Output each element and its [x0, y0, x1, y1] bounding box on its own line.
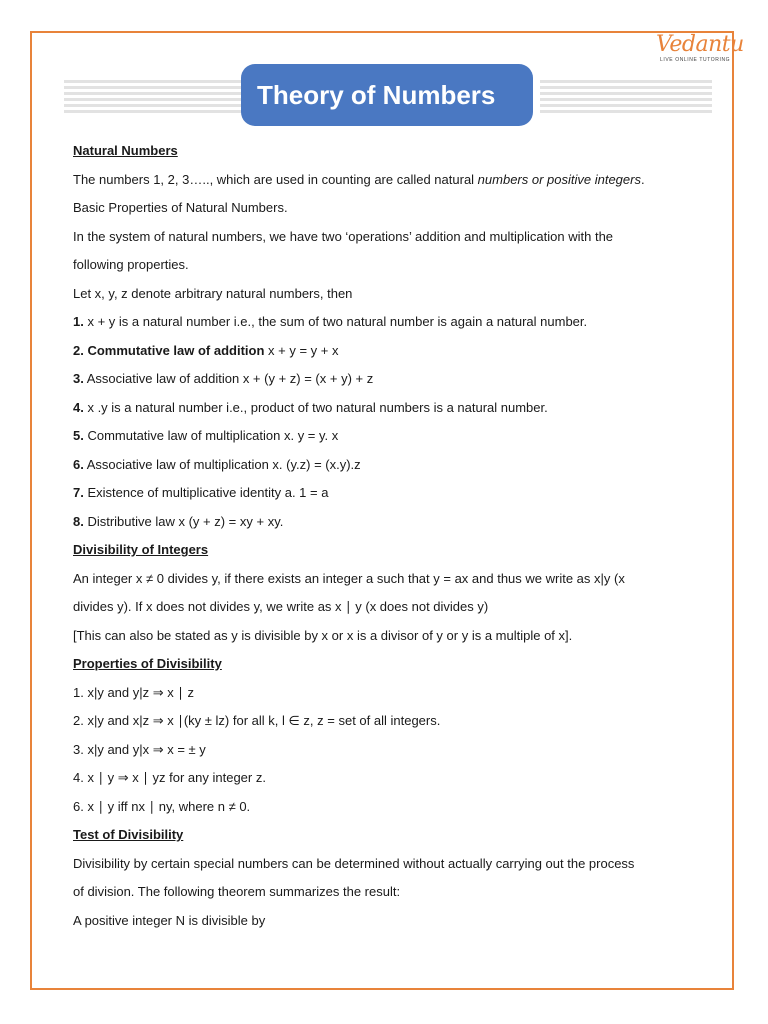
divisibility-line-2: divides y). If x does not divides y, we write as x ∣ y (x does not divides y)	[73, 599, 489, 614]
divisibility-property-2: 2. x|y and x|z ⇒ x ∣(ky ± lz) for all k, l ∈ z, z = set of all integers.	[73, 713, 441, 728]
natural-property-5	[73, 422, 693, 451]
header-stripes-left	[64, 80, 242, 112]
property-text: x .y is a natural number i.e., product of two natural numbers is a natural number.	[83, 399, 548, 415]
property-number: 3.	[73, 371, 84, 386]
natural-intro-emphasis: numbers or positive integers	[477, 171, 641, 187]
logo-tagline: LIVE ONLINE TUTORING	[660, 57, 731, 63]
logo-word: Vedantu	[656, 32, 744, 57]
page-title	[241, 64, 533, 126]
test-line-1: Divisibility by certain special numbers can be determined without actually carrying out the process	[73, 855, 635, 871]
header-stripes-right	[540, 80, 712, 112]
page-title-text: Theory of Numbers	[257, 79, 496, 110]
divisibility-line-3: [This can also be stated as y is divisible by x or x is a divisor of y or y is a multiple of x].	[73, 627, 573, 643]
heading-natural-numbers: Natural Numbers	[73, 143, 178, 158]
property-text: Existence of multiplicative identity a. 1 = a	[83, 485, 329, 500]
property-text: Distributive law x (y + z) = xy + xy.	[83, 513, 284, 529]
natural-property-8	[73, 508, 693, 537]
document-body	[73, 137, 693, 935]
natural-property-4	[73, 394, 693, 423]
divisibility-property-1: 1. x|y and y|z ⇒ x ∣ z	[73, 684, 194, 700]
property-text: Commutative law of multiplication x. y = y. x	[83, 428, 339, 443]
heading-test-of-divisibility: Test of Divisibility	[73, 827, 184, 842]
test-line-3: A positive integer N is divisible by	[73, 912, 266, 928]
property-number: 2. Commutative law of addition	[73, 342, 265, 358]
property-text: x + y = y + x	[264, 342, 339, 358]
natural-property-6	[73, 451, 693, 480]
basic-properties-line: Basic Properties of Natural Numbers.	[73, 200, 288, 215]
property-text: x + y is a natural number i.e., the sum of two natural number is again a natural number.	[83, 314, 588, 329]
natural-intro-end: .	[640, 171, 645, 187]
property-number: 1.	[73, 314, 84, 329]
natural-property-3	[73, 365, 693, 394]
divisibility-property-4: 4. x ∣ y ⇒ x ∣ yz for any integer z.	[73, 770, 266, 785]
test-line-2: of division. The following theorem summarizes the result:	[73, 884, 401, 899]
divisibility-property-6: 6. x ∣ y iff nx ∣ ny, where n ≠ 0.	[73, 798, 251, 814]
property-text: Associative law of addition x + (y + z) = (x + y) + z	[83, 371, 374, 386]
divisibility-property-3: 3. x|y and y|x ⇒ x = ± y	[73, 741, 206, 757]
property-number: 4.	[73, 399, 84, 415]
natural-property-2	[73, 337, 693, 366]
property-number: 8.	[73, 513, 84, 529]
property-text: Associative law of multiplication x. (y.z) = (x.y).z	[83, 456, 361, 472]
divisibility-line-1: An integer x ≠ 0 divides y, if there exists an integer a such that y = ax and thus we write as x|y (x	[73, 570, 625, 586]
natural-property-1	[73, 308, 693, 337]
system-line-2: following properties.	[73, 257, 189, 272]
system-line-1: In the system of natural numbers, we have two ‘operations’ addition and multiplication with the	[73, 228, 614, 244]
natural-intro	[73, 166, 693, 195]
property-number: 7.	[73, 485, 84, 500]
natural-intro-text: The numbers 1, 2, 3….., which are used in counting are called natural	[73, 171, 478, 187]
vedantu-logo	[656, 32, 744, 66]
natural-property-7	[73, 479, 693, 508]
let-line: Let x, y, z denote arbitrary natural numbers, then	[73, 285, 353, 301]
property-number: 6.	[73, 456, 84, 472]
property-number: 5.	[73, 428, 84, 443]
heading-properties-of-divisibility: Properties of Divisibility	[73, 656, 222, 671]
heading-divisibility-of-integers: Divisibility of Integers	[73, 542, 209, 557]
